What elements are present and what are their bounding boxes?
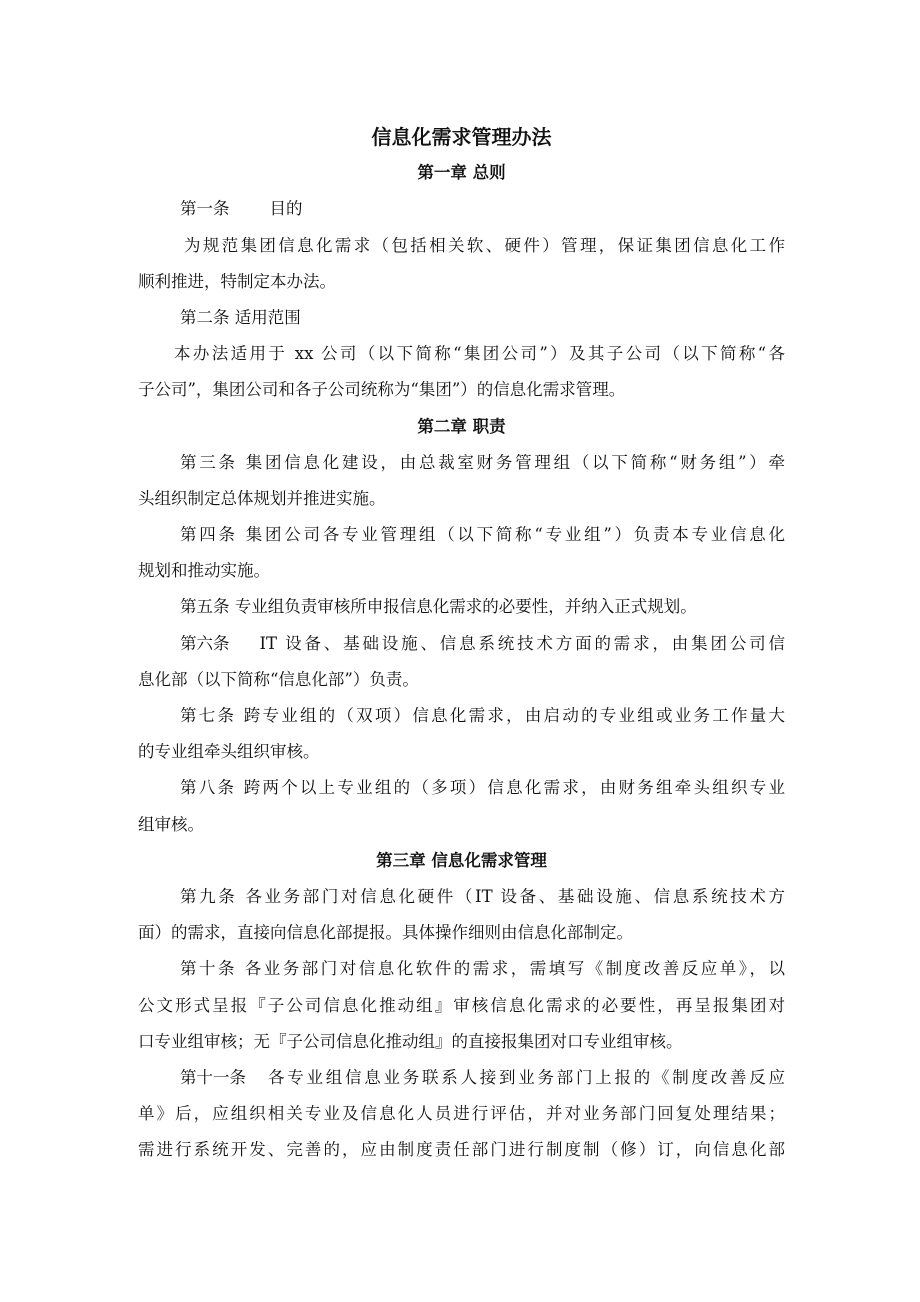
paragraph-line: 组审核。 [138, 814, 204, 834]
paragraph-line: 的专业组牵头组织审核。 [138, 742, 320, 762]
paragraph-line: 单》后，应组织相关专业及信息化人员进行评估，并对业务部门回复处理结果； [138, 1104, 785, 1124]
paragraph-line: 第十条 各业务部门对信息化软件的需求，需填写《制度改善反应单》，以 [180, 959, 785, 979]
paragraph-line: 息化部（以下简称“信息化部”）负责。 [138, 669, 419, 689]
paragraph-line: 公文形式呈报『子公司信息化推动组』审核信息化需求的必要性，再呈报集团对 [138, 995, 785, 1015]
article-heading [138, 191, 785, 227]
paragraph-line: 第五条 专业组负责审核所申报信息化需求的必要性，并纳入正式规划。 [180, 597, 697, 617]
paragraph-line: 第七条 跨专业组的（双项）信息化需求，由启动的专业组或业务工作量大 [180, 706, 785, 725]
chapter-heading: 第三章 信息化需求管理 [376, 850, 547, 870]
article-line [138, 1060, 785, 1096]
paragraph-line: 各专业组信息业务联系人接到业务部门上报的《制度改善反应 [268, 1067, 785, 1087]
document-title: 信息化需求管理办法 [371, 125, 552, 149]
article-label: 第六条 [180, 633, 230, 653]
article-label: 第一条 [180, 199, 230, 219]
chapter-heading: 第二章 职责 [417, 416, 506, 436]
paragraph-line: 为规范集团信息化需求（包括相关软、硬件）管理，保证集团信息化工作 [184, 235, 785, 255]
article-line [138, 626, 785, 662]
paragraph-line: 头组织制定总体规划并推进实施。 [138, 488, 386, 508]
paragraph-line: 第三条 集团信息化建设，由总裁室财务管理组（以下简称“财务组”）牵 [180, 452, 785, 472]
paragraph-line: 顺利推进，特制定本办法。 [138, 271, 336, 291]
paragraph-line: 第八条 跨两个以上专业组的（多项）信息化需求，由财务组牵头组织专业 [180, 778, 785, 798]
paragraph-line: 第四条 集团公司各专业管理组（以下简称“专业组”）负责本专业信息化 [180, 525, 785, 545]
paragraph-line: IT 设备、基础设施、信息系统技术方面的需求，由集团公司信 [259, 633, 785, 653]
paragraph-line: 子公司”，集团公司和各子公司统称为“集团”）的信息化需求管理。 [138, 380, 626, 400]
paragraph-line: 本办法适用于 xx 公司（以下简称“集团公司”）及其子公司（以下简称“各 [174, 344, 785, 364]
article-heading: 第二条 适用范围 [180, 307, 301, 327]
document-page [138, 119, 785, 1168]
paragraph-line: 第九条 各业务部门对信息化硬件（IT 设备、基础设施、信息系统技术方 [180, 886, 785, 906]
paragraph-line: 规划和推动实施。 [138, 561, 270, 581]
article-label: 第十一条 [180, 1067, 246, 1087]
paragraph-line: 面）的需求，直接向信息化部提报。具体操作细则由信息化部制定。 [138, 923, 633, 943]
paragraph-line: 口专业组审核；无『子公司信息化推动组』的直接报集团对口专业组审核。 [138, 1031, 683, 1051]
article-name: 目的 [269, 199, 303, 219]
paragraph-line: 需进行系统开发、完善的，应由制度责任部门进行制度制（修）订，向信息化部 [138, 1140, 785, 1160]
chapter-heading: 第一章 总则 [417, 163, 506, 183]
